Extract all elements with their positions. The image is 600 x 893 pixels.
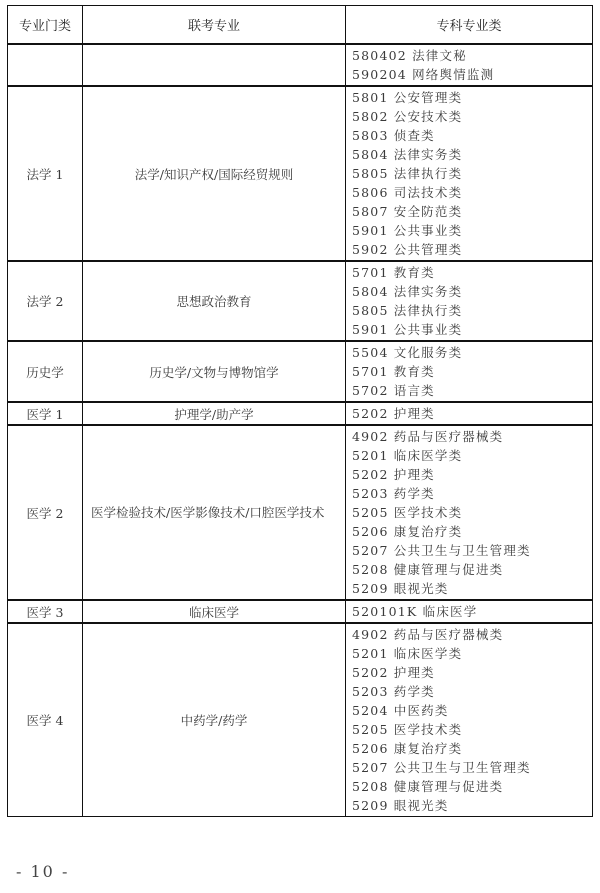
specialty-item: 5901 公共事业类 xyxy=(352,322,463,337)
table-row xyxy=(8,44,593,86)
specialty-item: 5901 公共事业类 xyxy=(352,223,463,238)
exam-major-cell: 中药学/药学 xyxy=(83,623,346,817)
specialty-item: 5701 教育类 xyxy=(352,265,435,280)
specialty-item: 5203 药学类 xyxy=(352,684,435,699)
specialty-item: 5806 司法技术类 xyxy=(352,185,463,200)
specialty-item: 5804 法律实务类 xyxy=(352,284,463,299)
specialty-class-cell xyxy=(346,600,593,623)
exam-major-cell: 思想政治教育 xyxy=(83,261,346,341)
category-cell: 法学 2 xyxy=(8,261,83,341)
exam-major-cell: 医学检验技术/医学影像技术/口腔医学技术 xyxy=(83,425,346,600)
specialty-item: 5207 公共卫生与卫生管理类 xyxy=(352,543,531,558)
specialty-item: 5209 眼视光类 xyxy=(352,798,449,813)
specialty-item: 5206 康复治疗类 xyxy=(352,741,463,756)
exam-major-cell: 法学/知识产权/国际经贸规则 xyxy=(83,86,346,261)
specialty-item: 5805 法律执行类 xyxy=(352,303,463,318)
specialty-item: 5807 安全防范类 xyxy=(352,204,463,219)
specialty-item: 5202 护理类 xyxy=(352,665,435,680)
specialty-class-cell xyxy=(346,425,593,600)
table-row xyxy=(8,261,593,341)
specialty-item: 5202 护理类 xyxy=(352,406,435,421)
specialty-item: 5702 语言类 xyxy=(352,383,435,398)
specialty-item: 590204 网络舆情监测 xyxy=(352,67,495,82)
specialty-class-cell xyxy=(346,341,593,402)
table-row xyxy=(8,600,593,623)
specialty-item: 5208 健康管理与促进类 xyxy=(352,779,504,794)
specialty-class-cell xyxy=(346,86,593,261)
specialty-item: 5205 医学技术类 xyxy=(352,505,463,520)
specialty-class-cell xyxy=(346,623,593,817)
specialty-item: 5504 文化服务类 xyxy=(352,345,463,360)
category-cell: 法学 1 xyxy=(8,86,83,261)
specialty-item: 5202 护理类 xyxy=(352,467,435,482)
specialty-item: 580402 法律文秘 xyxy=(352,48,467,63)
specialty-item: 4902 药品与医疗器械类 xyxy=(352,627,504,642)
category-cell: 医学 3 xyxy=(8,600,83,623)
specialty-class-cell xyxy=(346,44,593,86)
table-row xyxy=(8,86,593,261)
specialty-item: 5201 临床医学类 xyxy=(352,646,463,661)
specialty-item: 5802 公安技术类 xyxy=(352,109,463,124)
header-specialty-class: 专科专业类 xyxy=(346,6,593,45)
table-row xyxy=(8,425,593,600)
specialty-item: 5803 侦查类 xyxy=(352,128,435,143)
specialty-item: 5207 公共卫生与卫生管理类 xyxy=(352,760,531,775)
specialty-item: 5805 法律执行类 xyxy=(352,166,463,181)
header-category: 专业门类 xyxy=(8,6,83,45)
specialty-item: 5209 眼视光类 xyxy=(352,581,449,596)
specialty-item: 5801 公安管理类 xyxy=(352,90,463,105)
specialty-item: 5701 教育类 xyxy=(352,364,435,379)
specialty-item: 5208 健康管理与促进类 xyxy=(352,562,504,577)
specialty-item: 5203 药学类 xyxy=(352,486,435,501)
category-cell: 医学 1 xyxy=(8,402,83,425)
specialty-item: 5902 公共管理类 xyxy=(352,242,463,257)
specialty-item: 5205 医学技术类 xyxy=(352,722,463,737)
specialty-item: 5206 康复治疗类 xyxy=(352,524,463,539)
header-exam-major: 联考专业 xyxy=(83,6,346,45)
table-row xyxy=(8,623,593,817)
category-cell: 医学 4 xyxy=(8,623,83,817)
table-row xyxy=(8,402,593,425)
specialty-class-cell xyxy=(346,402,593,425)
major-mapping-table xyxy=(7,5,593,817)
specialty-item: 4902 药品与医疗器械类 xyxy=(352,429,504,444)
specialty-item: 520101K 临床医学 xyxy=(352,604,478,619)
page-number: - 10 - xyxy=(16,862,70,881)
specialty-item: 5804 法律实务类 xyxy=(352,147,463,162)
category-cell: 医学 2 xyxy=(8,425,83,600)
category-cell: 历史学 xyxy=(8,341,83,402)
exam-major-cell xyxy=(83,44,346,86)
category-cell xyxy=(8,44,83,86)
specialty-item: 5204 中医药类 xyxy=(352,703,449,718)
table-header-row xyxy=(8,6,593,45)
exam-major-cell: 护理学/助产学 xyxy=(83,402,346,425)
exam-major-cell: 临床医学 xyxy=(83,600,346,623)
specialty-item: 5201 临床医学类 xyxy=(352,448,463,463)
table-row xyxy=(8,341,593,402)
specialty-class-cell xyxy=(346,261,593,341)
exam-major-cell: 历史学/文物与博物馆学 xyxy=(83,341,346,402)
